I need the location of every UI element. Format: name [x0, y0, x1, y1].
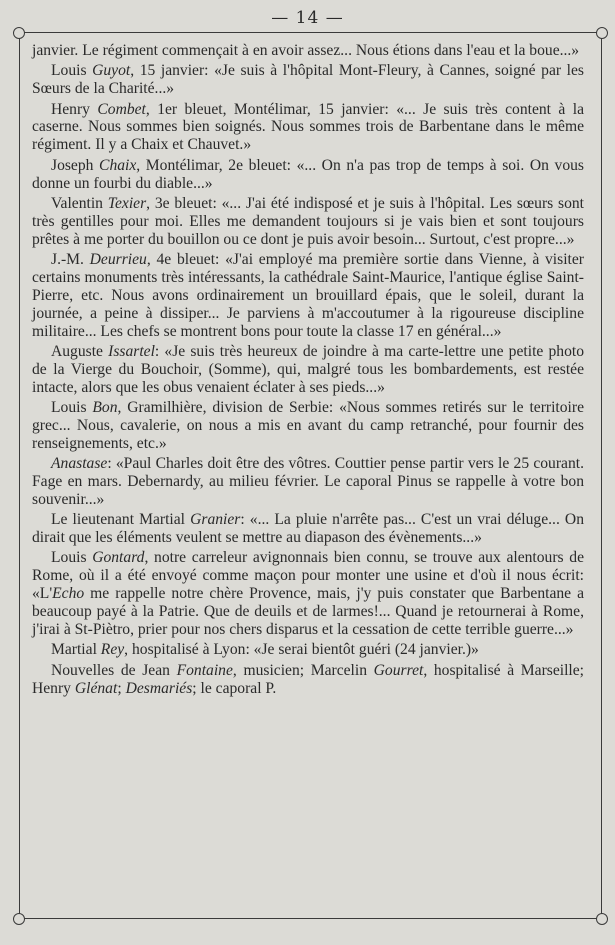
corner-ornament — [596, 913, 608, 925]
corner-ornament — [596, 27, 608, 39]
text-run: , 4e bleuet: «J'ai employé ma première sortie dans Vienne, à visiter certains monuments très intéressants, la cathédrale Saint-Maurice, l'antique église Saint-Pierre, etc. Nous avons ordinairement un brouillard épais, que le soleil, durant la journée, a peine à dissiper... Je parviens à m'accoutumer à la rigoureuse discipline militaire... Les chefs se montrent bons pour toute la classe 17 en général...» — [32, 250, 584, 340]
corner-ornament — [13, 913, 25, 925]
italic-name: Glénat — [74, 679, 118, 697]
text-run: Nouvelles de Jean — [51, 661, 177, 679]
text-run: , Montélimar, 2e bleuet: «... On n'a pas trop de temps à soi. On vous donne un fourbi du diable...» — [32, 156, 584, 192]
paragraph — [32, 511, 584, 547]
italic-name: Bon — [92, 398, 118, 416]
text-run: , hospitalisé à Marseille; Henry — [32, 661, 584, 697]
italic-name: Anastase — [51, 455, 108, 473]
italic-name: Fontaine — [176, 661, 233, 679]
italic-name: Gontard — [92, 549, 145, 567]
italic-name: Rey — [100, 641, 125, 659]
body-text — [32, 42, 584, 700]
text-run: janvier. Le régiment commençait à en avoir assez... Nous étions dans l'eau et la boue...» — [32, 42, 580, 59]
italic-name: Chaix — [99, 156, 137, 174]
text-run: Louis — [51, 62, 93, 80]
text-run: Martial — [51, 641, 101, 659]
text-run: : «Je suis très heureux de joindre à ma carte-lettre une petite photo de la Vierge du Bouchoir, (Somme), qui, malgré tous les bombardements, est restée intacte, alors que les obus venaient éclater à ses pieds...» — [32, 342, 585, 396]
text-run: Auguste — [51, 342, 109, 360]
text-run: , hospitalisé à Lyon: «Je serai bientôt guéri (24 janvier.)» — [124, 641, 479, 659]
paragraph — [32, 101, 584, 155]
text-run: , musicien; Marcelin — [232, 661, 374, 679]
italic-name: Gourret — [373, 661, 424, 679]
text-run: , 3e bleuet: «... J'ai été indisposé et je suis à l'hôpital. Les sœurs sont très gentilles pour moi. Elles me demandent toujours si je vais bien et sont toujours prêtes à me porter du bouillon ou ce dont je puis avoir besoin... Surtout, c'est propre...» — [32, 194, 584, 248]
paragraph — [32, 62, 584, 98]
italic-name: Desmariés — [125, 679, 193, 697]
italic-name: Deurrieu — [89, 250, 147, 268]
text-run: Joseph — [51, 156, 100, 174]
text-run: Henry — [51, 100, 98, 118]
corner-ornament — [13, 27, 25, 39]
italic-name: Texier — [107, 194, 147, 212]
text-run: Louis — [51, 398, 93, 416]
bottom-rule — [14, 918, 606, 919]
text-run: , 1er bleuet, Montélimar, 15 janvier: «... Je suis très content à la caserne. Nous sommes bien soignés. Nous sommes trois de Barbentane dans le même régiment. Il y a Chaix et Chauvet.» — [32, 100, 584, 154]
paragraph — [32, 455, 584, 509]
text-run: , 15 janvier: «Je suis à l'hôpital Mont-Fleury, à Cannes, soigné par les Sœurs de la Charité...» — [32, 62, 584, 98]
text-run: , Gramilhière, division de Serbie: «Nous sommes retirés sur le territoire grec... Nous, cavalerie, on nous a mis en avant du camp retranché, pour fournir des renseignements, etc.» — [32, 398, 585, 452]
text-run: ; le caporal P. — [192, 679, 277, 697]
paragraph — [32, 42, 584, 60]
italic-name: Granier — [190, 511, 241, 529]
paragraph — [32, 399, 584, 453]
paragraph — [32, 662, 584, 698]
paragraph — [32, 343, 584, 397]
text-run: , notre carreleur avignonnais bien connu, se trouve aux alentours de Rome, où il a été envoyé comme maçon pour monter une usine et d'où il nous écrit: «L' — [32, 549, 585, 603]
page-number: — 14 — — [271, 8, 344, 28]
text-run: Le lieutenant Martial — [51, 511, 191, 529]
text-run: : «... La pluie n'arrête pas... C'est un vrai déluge... On dirait que les éléments veulent se mettre au diapason des évènements...» — [32, 511, 584, 547]
paragraph — [32, 195, 584, 249]
text-run: me rappelle notre chère Provence, mais, j'y puis constater que Barbentane a beaucoup payé à la Patrie. Que de deuils et de larmes!... Quand je retournerai à Rome, j'irai à St-Piètro, prier pour nos chers disparus et la cessation de cette terrible guerre...» — [32, 585, 584, 638]
italic-name: Combet — [97, 100, 146, 118]
paragraph — [32, 641, 584, 659]
text-run: Louis — [51, 549, 93, 567]
paragraph — [32, 251, 584, 341]
text-run: Valentin — [51, 194, 108, 212]
text-run: J.-M. — [51, 250, 90, 268]
italic-name: Guyot — [92, 62, 131, 80]
italic-name: Issartel — [108, 342, 155, 360]
paragraph — [32, 549, 584, 639]
italic-name: Echo — [52, 585, 85, 603]
text-run: : «Paul Charles doit être des vôtres. Couttier pense partir vers le 25 courant. Fage en mars. Debernardy, au milieu février. Le caporal Pinus se rappelle à votre bon souvenir...» — [32, 455, 584, 508]
text-run: ; — [117, 679, 126, 697]
paragraph — [32, 157, 584, 193]
